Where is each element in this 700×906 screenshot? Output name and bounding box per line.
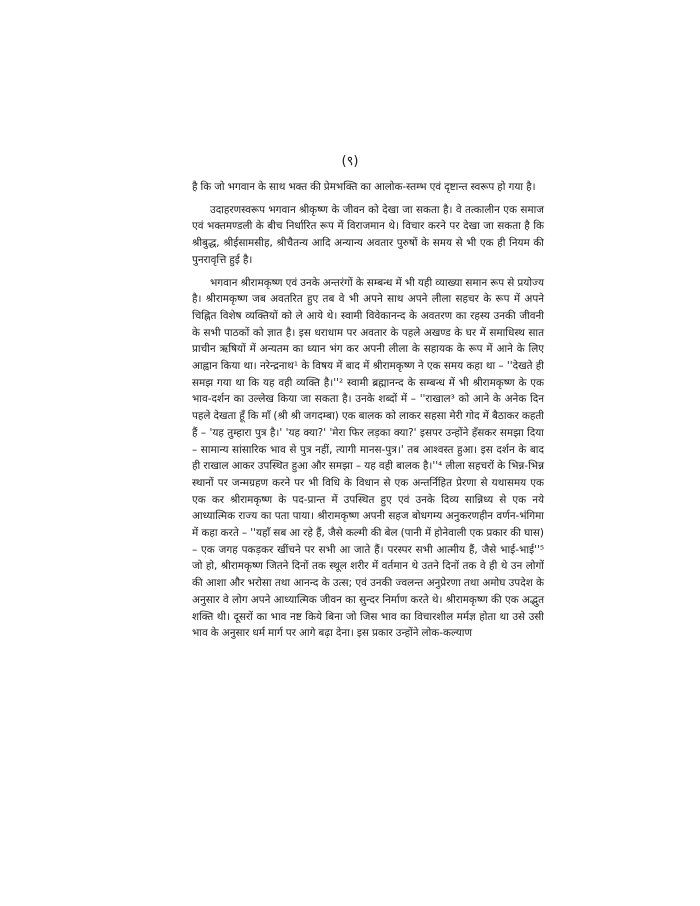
page-number: (९) xyxy=(341,154,359,169)
body-text xyxy=(192,179,544,642)
paragraph-ramakrishna-companions: भगवान श्रीरामकृष्ण एवं उनके अन्तरंगों के सम्बन्ध में भी यही व्याख्या समान रूप से प्रयोज्य है। श्रीरामकृष्ण जब अवतरित हुए तब वे भी अपने साथ अपने लीला सहचर के रूप में अपने चिह्नित विशेष व्यक्तियों को ले आये थे। स्वामी विवेकानन्द के अवतरण का रहस्य उनकी जीवनी के सभी पाठकों को ज्ञात है। इस धराधाम पर अवतार के पहले अखण्ड के घर में समाधिस्थ सात प्राचीन ऋषियों में अन्यतम का ध्यान भंग कर अपनी लीला के सहायक के रूप में आने के लिए आह्वान किया था। नरेन्द्रनाथ¹ के विषय में बाद में श्रीरामकृष्ण ने एक समय कहा था – ''देखते ही समझ गया था कि यह वही व्यक्ति है।''² स्वामी ब्रह्मानन्द के सम्बन्ध में भी श्रीरामकृष्ण के एक भाव-दर्शन का उल्लेख किया जा सकता है। उनके शब्दों में – ''राखाल³ को आने के अनेक दिन पहले देखता हूँ कि माँ (श्री श्री जगदम्बा) एक बालक को लाकर सहसा मेरी गोद में बैठाकर कहती हैं – 'यह तुम्हारा पुत्र है।' 'यह क्या?' 'मेरा फिर लड़का क्या?' इसपर उन्होंने हँसकर समझा दिया – सामान्य सांसारिक भाव से पुत्र नहीं, त्यागी मानस-पुत्र।' तब आश्वस्त हुआ। इस दर्शन के बाद ही राखाल आकर उपस्थित हुआ और समझा – यह वही बालक है।''⁴ लीला सहचरों के भिन्न-भिन्न स्थानों पर जन्मग्रहण करने पर भी विधि के विधान से एक अन्तर्निहित प्रेरणा से यथासमय एक एक कर श्रीरामकृष्ण के पद-प्रान्त में उपस्थित हुए एवं उनके दिव्य सान्निध्य से एक नये आध्यात्मिक राज्य का पता पाया। श्रीरामकृष्ण अपनी सहज बोधगम्य अनुकरणहीन वर्णन-भंगिमा में कहा करते – ''यहाँ सब आ रहे हैं, जैसे कल्मी की बेल (पानी में होनेवाली एक प्रकार की घास) – एक जगह पकड़कर खींचने पर सभी आ जाते हैं। परस्पर सभी आत्मीय हैं, जैसे भाई-भाई''⁵ जो हो, श्रीरामकृष्ण जितने दिनों तक स्थूल शरीर में वर्तमान थे उतने दिनों तक वे ही थे उन लोगों की आशा और भरोसा तथा आनन्द के उत्स; एवं उनकी ज्वलन्त अनुप्रेरणा तथा अमोघ उपदेश के अनुसार वे लोग अपने आध्यात्मिक जीवन का सुन्दर निर्माण करते थे। श्रीरामकृष्ण की एक अद्भुत शक्ति थी। दूसरों का भाव नष्ट किये बिना जो जिस भाव का विचारशील मर्मज्ञ होता था उसे उसी भाव के अनुसार धर्म मार्ग पर आगे बढ़ा देना। इस प्रकार उन्होंने लोक-कल्याण xyxy=(192,276,544,640)
paragraph-continuation: है कि जो भगवान के साथ भक्त की प्रेमभक्ति का आलोक-स्तम्भ एवं दृष्टान्त स्वरूप हो गया है। xyxy=(192,181,536,193)
paragraph-krishna-example: उदाहरणस्वरूप भगवान श्रीकृष्ण के जीवन को देखा जा सकता है। वे तत्कालीन एक समाज एवं भक्तमण्डली के बीच निर्धारित रूप में विराजमान थे। विचार करने पर देखा जा सकता है कि श्रीबुद्ध, श्रीईसामसीह, श्रीचैतन्य आदि अन्यान्य अवतार पुरुषों के समय से भी एक ही नियम की पुनरावृत्ति हुई है। xyxy=(192,203,544,266)
